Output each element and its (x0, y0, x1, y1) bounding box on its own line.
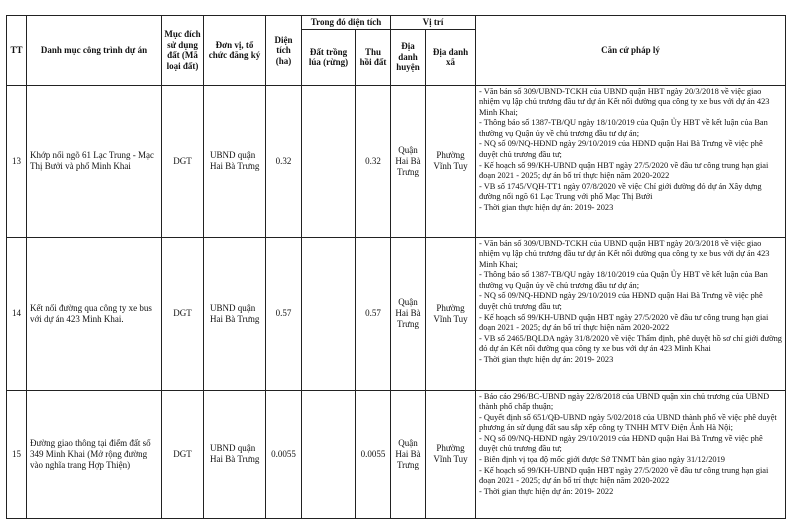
header-group-area: Trong đó diện tích (302, 16, 391, 30)
row-area: 0.32 (266, 85, 302, 237)
row-tt: 14 (7, 237, 27, 390)
row-reclaim: 0.32 (356, 85, 391, 237)
row-tt: 15 (7, 390, 27, 518)
table-row (7, 237, 786, 390)
header-legal: Căn cứ pháp lý (476, 16, 786, 86)
row-rice (302, 390, 356, 518)
header-rice: Đất trồng lúa (rừng) (302, 29, 356, 85)
table-row (7, 85, 786, 237)
row-legal (476, 85, 786, 237)
legal-line: - Biên định vị tọa độ mốc giới được Sở TNMT bàn giao ngày 31/12/2019 (479, 455, 725, 465)
legal-line: - NQ số 09/NQ-HĐND ngày 29/10/2019 của HĐND quận Hai Bà Trưng về việc phê duyệt chủ trương đầu tư; (479, 139, 763, 160)
row-name: Kết nối đường qua công ty xe bus với dự án 423 Minh Khai. (27, 237, 162, 390)
row-purpose: DGT (162, 85, 204, 237)
row-tt: 13 (7, 85, 27, 237)
legal-line: - NQ số 09/NQ-HĐND ngày 29/10/2019 của HĐND quận Hai Bà Trưng về việc phê duyệt chủ trương đầu tư; (479, 291, 763, 312)
legal-line: - Thời gian thực hiện dự án: 2019- 2022 (479, 486, 614, 496)
header-ward: Địa danh xã (426, 29, 476, 85)
header-reclaim: Thu hồi đất (356, 29, 391, 85)
row-purpose: DGT (162, 390, 204, 518)
table-row (7, 390, 786, 518)
legal-line: - Văn bản số 309/UBND-TCKH của UBND quận HBT ngày 20/3/2018 về việc giao nhiệm vụ lập chủ trương đầu tư dự án Kết nối đường qua công ty xe bus với dự án 423 Minh Khai; (479, 238, 770, 269)
legal-line: - Thông báo số 1387-TB/QU ngày 18/10/2019 của Quận Ủy HBT về kết luận của Ban thường vụ Quận ủy về chủ trương đầu tư dự án; (479, 118, 768, 138)
legal-line: - Thời gian thực hiện dự án: 2019- 2023 (479, 355, 614, 365)
row-org: UBND quận Hai Bà Trưng (204, 237, 266, 390)
legal-line: - Kế hoạch số 99/KH-UBND quận HBT ngày 27/5/2020 về đầu tư công trung hạn giai đoạn 2021 - 2025; dự án bố trí thực hiện năm 2020-2022 (479, 465, 769, 486)
row-legal (476, 237, 786, 390)
legal-line: - VB số 2465/BQLDA ngày 31/8/2020 về việc Thẩm định, phê duyệt hồ sơ chỉ giới đường đỏ dự án Kết nối đường qua công ty xe bus với dự án 423 Minh Khai (479, 333, 782, 354)
row-area: 0.0055 (266, 390, 302, 518)
row-rice (302, 85, 356, 237)
row-district: Quận Hai Bà Trưng (391, 85, 426, 237)
row-district: Quận Hai Bà Trưng (391, 390, 426, 518)
header-name: Danh mục công trình dự án (27, 16, 162, 86)
row-district: Quận Hai Bà Trưng (391, 237, 426, 390)
row-org: UBND quận Hai Bà Trưng (204, 390, 266, 518)
row-org: UBND quận Hai Bà Trưng (204, 85, 266, 237)
legal-line: - Quyết định số 651/QĐ-UBND ngày 5/02/2018 của UBND thành phố về việc phê duyệt phương án sử dụng đất sau sắp xếp công ty TNHH MTV Điện Ảnh Hà Nội; (479, 412, 777, 433)
row-ward: Phường Vĩnh Tuy (426, 85, 476, 237)
row-name: Đường giao thông tại điểm đất số 349 Minh Khai (Mở rộng đường vào nghĩa trang Hợp Thiện) (27, 390, 162, 518)
header-district: Địa danh huyện (391, 29, 426, 85)
legal-line: - Thời gian thực hiện dự án: 2019- 2023 (479, 203, 614, 213)
row-reclaim: 0.0055 (356, 390, 391, 518)
row-rice (302, 237, 356, 390)
header-group-location: Vị trí (391, 16, 476, 30)
row-purpose: DGT (162, 237, 204, 390)
row-ward: Phường Vĩnh Tuy (426, 390, 476, 518)
legal-line: - Văn bản số 309/UBND-TCKH của UBND quận HBT ngày 20/3/2018 về việc giao nhiệm vụ lập chủ trương đầu tư dự án Kết nối đường qua công ty xe bus với dự án 423 Minh Khai; (479, 86, 770, 117)
legal-line: - VB số 1745/VQH-TT1 ngày 07/8/2020 về việc Chỉ giới đường đỏ dự án Xây dựng đường nối ngõ 61 Lạc Trung với phố Mạc Thị Bưởi (479, 181, 762, 202)
legal-line: - Kế hoạch số 99/KH-UBND quận HBT ngày 27/5/2020 về đầu tư công trung hạn giai đoạn 2021 - 2025; dự án bố trí thực hiện năm 2020-2022 (479, 312, 769, 333)
header-area: Diện tích (ha) (266, 16, 302, 86)
row-area: 0.57 (266, 237, 302, 390)
land-use-table (6, 15, 786, 519)
header-org: Đơn vị, tổ chức đăng ký (204, 16, 266, 86)
header-purpose: Mục đích sử dụng đất (Mã loại đất) (162, 16, 204, 86)
legal-line: - Thông báo số 1387-TB/QU ngày 18/10/2019 của Quận Ủy HBT về kết luận của Ban thường vụ Quận ủy về chủ trương đầu tư dự án; (479, 270, 768, 290)
legal-line: - Báo cáo 296/BC-UBND ngày 22/8/2018 của UBND quận xin chủ trương của UBND thành phố chấp thuận; (479, 391, 770, 412)
row-reclaim: 0.57 (356, 237, 391, 390)
row-name: Khớp nối ngõ 61 Lạc Trung - Mạc Thị Bưởi và phố Minh Khai (27, 85, 162, 237)
legal-line: - Kế hoạch số 99/KH-UBND quận HBT ngày 27/5/2020 về đầu tư công trung hạn giai đoạn 2021 - 2025; dự án bố trí thực hiện năm 2020-2022 (479, 160, 769, 181)
row-legal (476, 390, 786, 518)
header-tt: TT (7, 16, 27, 86)
legal-line: - NQ số 09/NQ-HĐND ngày 29/10/2019 của HĐND quận Hai Bà Trưng về việc phê duyệt chủ trương đầu tư; (479, 433, 763, 454)
row-ward: Phường Vĩnh Tuy (426, 237, 476, 390)
